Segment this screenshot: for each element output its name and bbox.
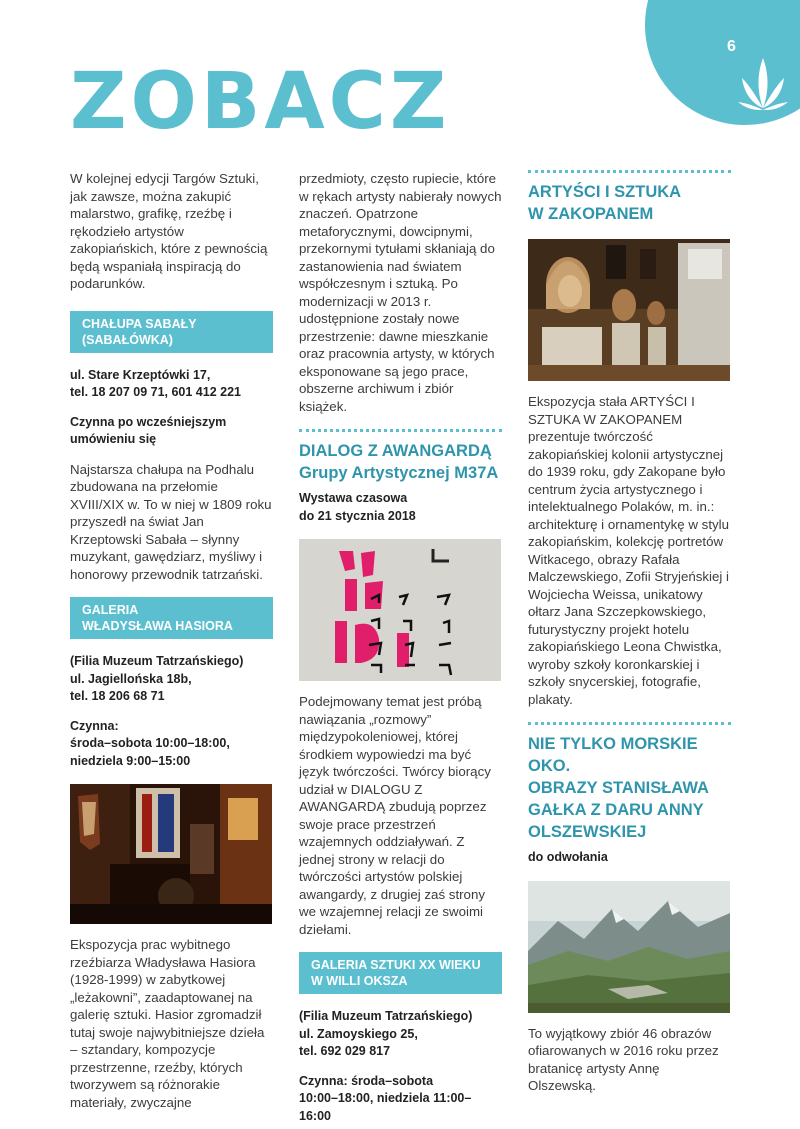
column-left [70,170,273,1111]
sabala-box-line: CHAŁUPA SABAŁY [82,316,197,331]
artysci-description: Ekspozycja stała ARTYŚCI I SZTUKA W ZAKOPANEM prezentuje twórczość zakopiańskiej kolonii artystycznej do 1939 roku, gdy Zakopane było centrum życia artystycznego i intelektualnego Polaków, m. in.: architekturę i ornamentykę w stylu zakopiańskim, kolekcję portretów Witkacego, obrazy Rafała Malczewskiego, Zofii Stryjeńskiej i Wojciecha Weissa, unikatowy ołtarz Jana Szczepkowskiego, futurystyczny projekt hotelu zakopiańskiego Leona Chwistka, wyroby szkoły koronkarskiej i szkoły snycerskiej, fotografie, plakaty. [528,394,730,707]
hasior-gallery-photo [70,784,272,924]
heading-line: NIE TYLKO MORSKIE OKO. [528,735,698,775]
phone-line: tel. 692 029 817 [299,1044,391,1058]
heading-line: W ZAKOPANEM [528,205,654,223]
oksza-box-line: W WILLI OKSZA [311,974,408,988]
hasior-box-line: WŁADYSŁAWA HASIORA [82,619,233,633]
dotted-divider [528,170,731,173]
hours-line: Czynna po wcześniejszym [70,414,227,429]
artysci-exhibition-photo [528,239,730,381]
hours-line: umówieniu się [70,432,157,446]
heading-line: OBRAZY STANISŁAWA [528,779,709,797]
oksza-box-line: GALERIA SZTUKI XX WIEKU [311,958,481,972]
hasior-box-line: GALERIA [82,603,139,617]
phone-line: tel. 18 206 68 71 [70,689,165,703]
sabala-hours [70,414,273,449]
dotted-divider [299,429,502,432]
dotted-divider [528,722,731,725]
hasior-hours [70,718,273,771]
page-number: 6 [727,38,736,55]
address-line: (Filia Muzeum Tatrzańskiego) [299,1009,473,1023]
artysci-heading [528,181,731,225]
dialog-subtitle [299,490,502,525]
heading-line: ARTYŚCI I SZTUKA [528,183,682,201]
hasior-description: Ekspozycja prac wybitnego rzeźbiarza Władysława Hasiora (1928-1999) w zabytkowej „leżakowni”, zaadaptowanej na galerię sztuki. Hasior zgromadził tutaj swoje najwybitniejsze dzieła – sztandary, kompozycje przestrzenne, rzeźby, których tworzywem są różnorakie materiały, zwyczajne [70,937,265,1110]
oksza-hours [299,1073,502,1126]
heading-line: Grupy Artystycznej M37A [299,464,499,482]
oksza-address [299,1008,502,1061]
hours-line: Czynna: [70,718,119,733]
morskie-subtitle: do odwołania [528,850,608,864]
hours-line: środa–sobota 10:00–18:00, [70,736,230,750]
heading-line: OLSZEWSKIEJ [528,823,647,841]
leaf-icon [738,58,788,118]
subtitle-line: do 21 stycznia 2018 [299,508,416,523]
dialog-description: Podejmowany temat jest próbą nawiązania „rozmowy” międzypokoleniowej, której środkiem wypowiedzi ma być język twórczości. Twórcy biorący udział w DIALOGU Z AWANGARDĄ zbudują poprzez swoje prace przestrzeń wzajemnych oddziaływań. Z jednej strony w relacji do twórczości artystów polskiej awangardy, z drugiej zaś strony we wzajemnej relacji ze swoimi dziełami. [299,694,491,937]
morskie-description: To wyjątkowy zbiór 46 obrazów ofiarowanych w 2016 roku przez bratanicę artysty Annę Olszewską. [528,1025,719,1093]
column-middle [299,170,502,1125]
hasior-address [70,653,273,706]
heading-line: DIALOG Z AWANGARDĄ [299,442,492,460]
phone-line: tel. 18 207 09 71, 601 412 221 [70,385,241,399]
address-line: ul. Stare Krzeptówki 17, [70,367,211,382]
intro-text: W kolejnej edycji Targów Sztuki, jak zawsze, można zakupić malarstwo, grafikę, rzeźbę i rękodzieło artystów zakopiańskich, które z pewnością będą wspaniałą inspiracją do podarunków. [70,171,268,291]
hours-line: 10:00–18:00, niedziela 11:00–16:00 [299,1091,472,1123]
address-line: ul. Zamoyskiego 25, [299,1026,418,1041]
sabala-description: Najstarsza chałupa na Podhalu zbudowana na przełomie XVIII/XIX w. To w niej w 1809 roku przyszedł na świat Jan Krzeptowski Sabała – słynny muzykant, gawędziarz, myśliwy i honorowy przewodnik tatrzański. [70,461,272,582]
sabala-address [70,367,273,402]
hasior-header-box [70,597,273,639]
hours-line: niedziela 9:00–15:00 [70,753,191,768]
page-title: ZOBACZ [70,57,451,147]
column-right [528,170,731,1095]
heading-line: GAŁKA Z DARU ANNY [528,801,704,819]
sabala-box-line: (SABAŁÓWKA) [82,332,173,347]
address-line: ul. Jagiellońska 18b, [70,671,192,686]
morskie-heading [528,733,731,843]
sabala-header-box [70,311,273,353]
address-line: (Filia Muzeum Tatrzańskiego) [70,654,244,668]
hours-line: Czynna: środa–sobota [299,1073,434,1088]
mountain-painting-photo [528,881,730,1013]
hasior-description-continued: przedmioty, często rupiecie, które w rękach artysty nabierały nowych znaczeń. Opatrzone metaforycznymi, dowcipnymi, przekornymi tytułami skłaniają do zastanowienia nad światem współczesnym i sztuką. Po modernizacji w 2013 r. udostępnione zostały nowe przestrzenie: dawne mieszkanie oraz pracownia artysty, w których eksponowane są jego prace, obszerne archiwum i zbiór książek. [299,171,502,414]
dialog-heading [299,440,502,484]
subtitle-line: Wystawa czasowa [299,491,408,505]
dialog-artwork-photo [299,539,501,681]
oksza-header-box [299,952,502,994]
